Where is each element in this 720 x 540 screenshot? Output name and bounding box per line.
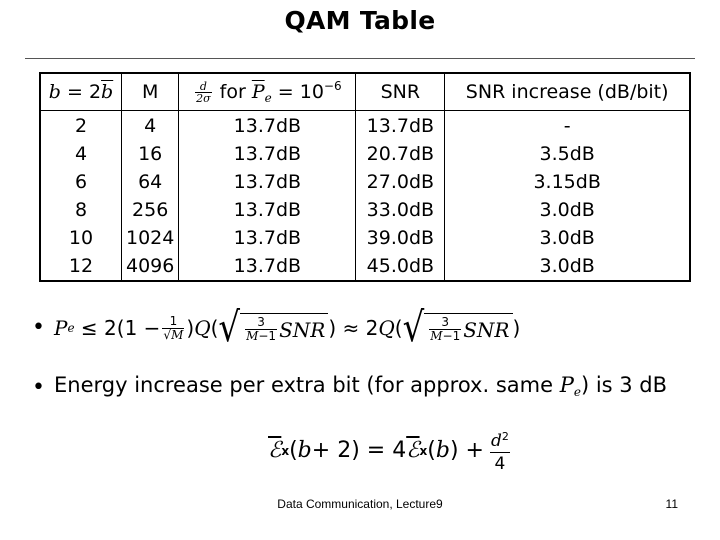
table-cell-b: 10: [40, 224, 122, 252]
table-cell-M: 4096: [122, 252, 179, 281]
table-row: [40, 252, 690, 281]
footer-text: Data Communication, Lecture9: [277, 497, 443, 511]
table-cell-dist: 13.7dB: [179, 252, 356, 281]
table-cell-dist: 13.7dB: [179, 111, 356, 141]
table-row: [40, 168, 690, 196]
energy-bullet-text: Energy increase per extra bit (for approx. same $P_e$) is 3 dB: [54, 373, 668, 399]
table-cell-b: 8: [40, 196, 122, 224]
table-cell-M: 16: [122, 140, 179, 168]
table-row: [40, 224, 690, 252]
table-cell-inc: 3.0dB: [445, 252, 690, 281]
table-cell-dist: 13.7dB: [179, 140, 356, 168]
table-cell-inc: 3.15dB: [445, 168, 690, 196]
table-cell-dist: 13.7dB: [179, 168, 356, 196]
table-body: [40, 111, 690, 282]
energy-formula: ℰ x ( b + 2) = 4 ℰ x ( b ) + $\frac{d^2}{4}$: [268, 426, 512, 475]
table-cell-snr: 13.7dB: [356, 111, 445, 141]
table-cell-M: 256: [122, 196, 179, 224]
table-cell-b: 2: [40, 111, 122, 141]
table-row: [40, 196, 690, 224]
table-row: [40, 140, 690, 168]
table-cell-M: 1024: [122, 224, 179, 252]
header-snr-increase: SNR increase (dB/bit): [445, 73, 690, 111]
table-cell-inc: 3.0dB: [445, 224, 690, 252]
table-row: [40, 111, 690, 141]
table-cell-inc: -: [445, 111, 690, 141]
table-cell-inc: 3.5dB: [445, 140, 690, 168]
table-cell-snr: 33.0dB: [356, 196, 445, 224]
header-M: M: [122, 73, 179, 111]
page-number: 11: [665, 497, 678, 511]
table-header-row: [40, 73, 690, 111]
qam-table: [39, 72, 691, 282]
bullet-point: •: [32, 315, 45, 340]
table-cell-dist: 13.7dB: [179, 196, 356, 224]
table-cell-b: 6: [40, 168, 122, 196]
table-cell-b: 4: [40, 140, 122, 168]
header-distance: $\frac{d}{2\sigma}$ for $\overline{P}_e = 10^{-6}$: [179, 73, 356, 111]
table-cell-b: 12: [40, 252, 122, 281]
energy-text-before: Energy increase per extra bit (for approx. same: [54, 373, 560, 397]
energy-text-after: ) is 3 dB: [580, 373, 668, 397]
pe-bound-formula: P e ≤ 2(1 − $\frac{1}{√M}$ ) Q ( √ $\frac{3}{M-1}$ SNR ) ≈ 2 Q ( √ $\frac{3}{M-1}$ SNR ): [54, 304, 521, 352]
table-cell-inc: 3.0dB: [445, 196, 690, 224]
header-b: $b = 2\overline{b}$: [40, 73, 122, 111]
slide-title: QAM Table: [284, 6, 436, 35]
header-snr: SNR: [356, 73, 445, 111]
table-cell-snr: 27.0dB: [356, 168, 445, 196]
table-cell-snr: 45.0dB: [356, 252, 445, 281]
table-cell-snr: 39.0dB: [356, 224, 445, 252]
table-cell-M: 4: [122, 111, 179, 141]
table-cell-snr: 20.7dB: [356, 140, 445, 168]
table-cell-dist: 13.7dB: [179, 224, 356, 252]
bullet-point: •: [32, 375, 45, 400]
title-divider: [25, 58, 695, 59]
table-cell-M: 64: [122, 168, 179, 196]
